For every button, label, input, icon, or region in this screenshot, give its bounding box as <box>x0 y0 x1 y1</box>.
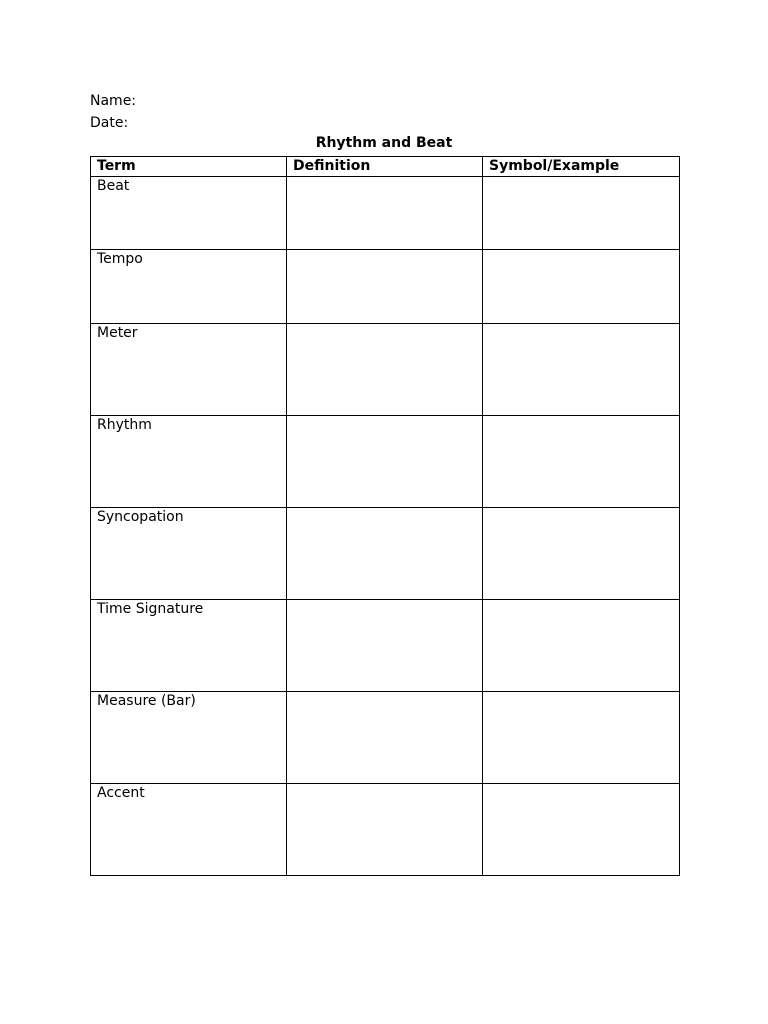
definition-cell[interactable] <box>287 784 483 876</box>
column-header-term: Term <box>91 157 287 177</box>
column-header-definition: Definition <box>287 157 483 177</box>
definition-cell[interactable] <box>287 177 483 250</box>
example-cell[interactable] <box>483 508 680 600</box>
definition-cell[interactable] <box>287 692 483 784</box>
name-label: Name: <box>90 93 137 109</box>
term-cell: Time Signature <box>91 600 287 692</box>
definition-cell[interactable] <box>287 250 483 324</box>
definition-cell[interactable] <box>287 600 483 692</box>
example-cell[interactable] <box>483 324 680 416</box>
example-cell[interactable] <box>483 177 680 250</box>
example-cell[interactable] <box>483 692 680 784</box>
example-cell[interactable] <box>483 250 680 324</box>
table-row <box>91 324 680 416</box>
column-header-symbol-example: Symbol/Example <box>483 157 680 177</box>
example-cell[interactable] <box>483 416 680 508</box>
example-cell[interactable] <box>483 784 680 876</box>
definition-cell[interactable] <box>287 508 483 600</box>
table-row <box>91 416 680 508</box>
table-row <box>91 600 680 692</box>
table-header-row <box>91 157 680 177</box>
definition-cell[interactable] <box>287 416 483 508</box>
table-row <box>91 250 680 324</box>
term-cell: Accent <box>91 784 287 876</box>
term-cell: Rhythm <box>91 416 287 508</box>
term-cell: Beat <box>91 177 287 250</box>
terms-table <box>90 156 680 876</box>
term-cell: Measure (Bar) <box>91 692 287 784</box>
example-cell[interactable] <box>483 600 680 692</box>
table-row <box>91 784 680 876</box>
table-row <box>91 508 680 600</box>
term-cell: Meter <box>91 324 287 416</box>
document-title: Rhythm and Beat <box>315 135 453 151</box>
term-cell: Tempo <box>91 250 287 324</box>
definition-cell[interactable] <box>287 324 483 416</box>
table-row <box>91 692 680 784</box>
table-row <box>91 177 680 250</box>
date-label: Date: <box>90 115 129 131</box>
term-cell: Syncopation <box>91 508 287 600</box>
